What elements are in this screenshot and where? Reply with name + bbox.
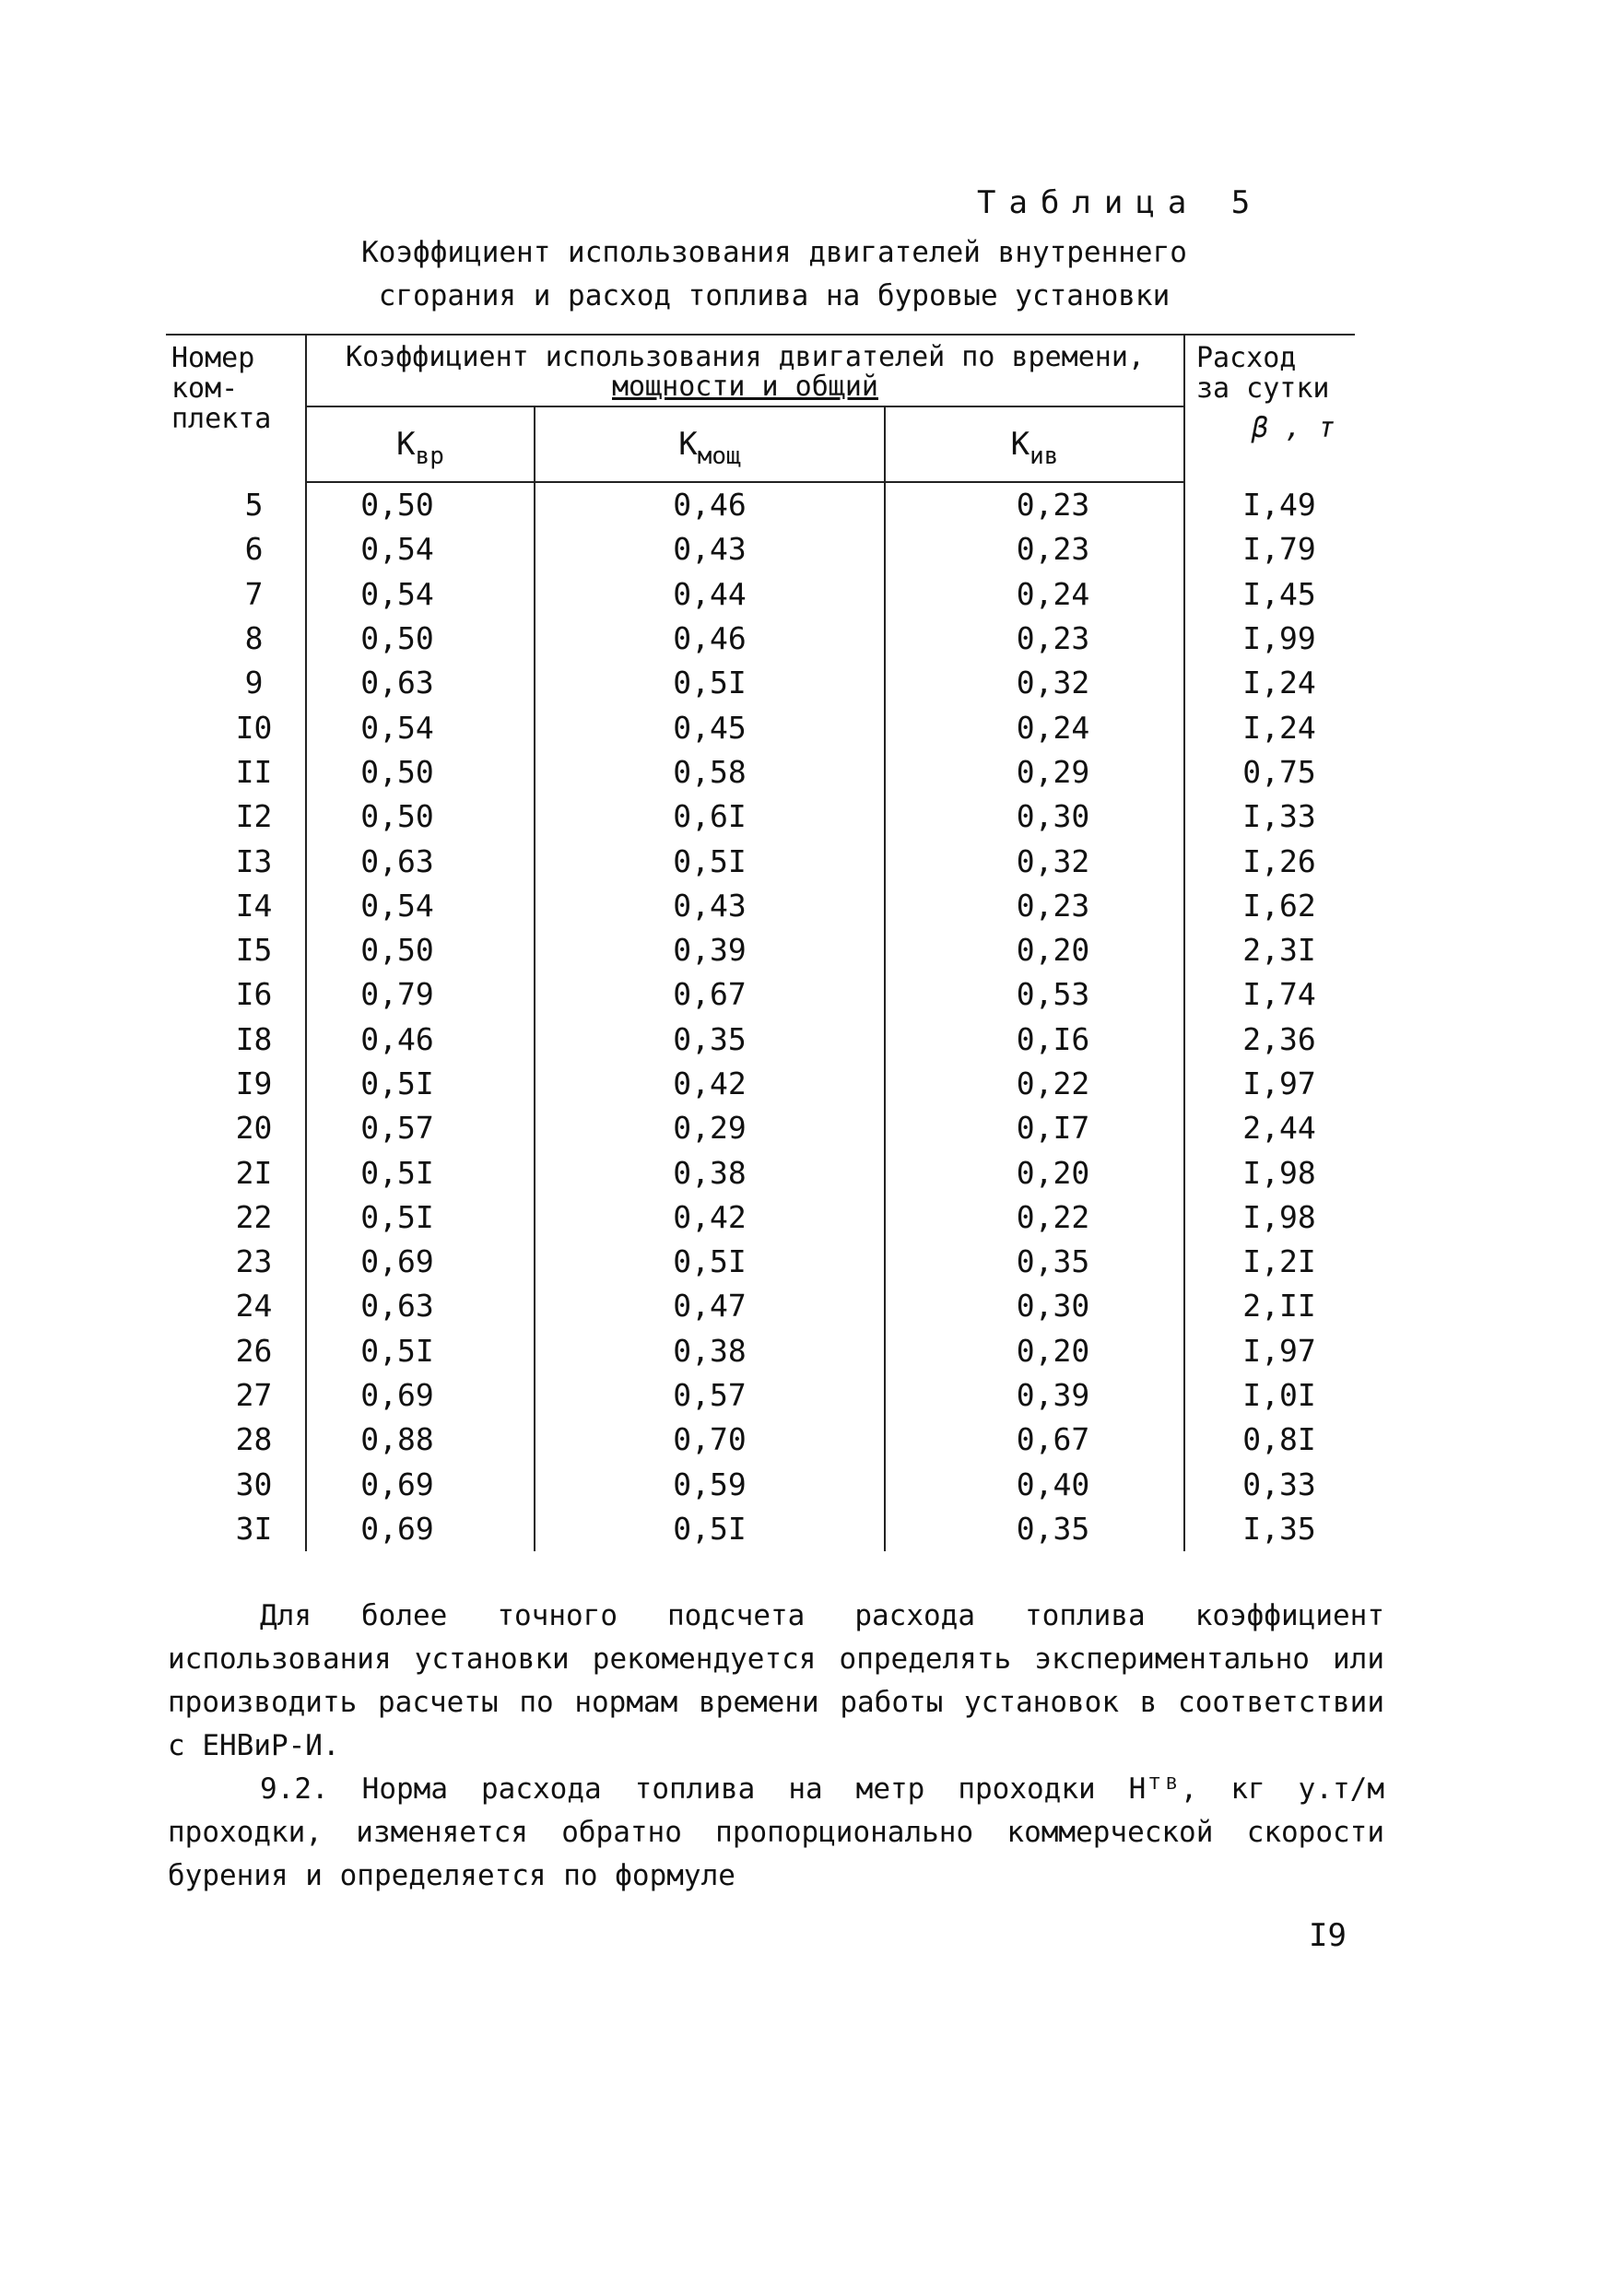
k-iv-cell: 0,20 [885, 1150, 1184, 1195]
table-row [166, 482, 1355, 527]
k-vr-cell: 0,69 [306, 1240, 535, 1284]
daily-consumption-cell: 2,44 [1184, 1106, 1355, 1150]
daily-consumption-cell: 2,3I [1184, 928, 1355, 972]
table-row [166, 972, 1355, 1017]
table-row [166, 1018, 1355, 1062]
set-number-cell: I2 [235, 798, 273, 835]
k-mosch-cell: 0,70 [535, 1418, 885, 1462]
table-row [166, 705, 1355, 749]
table-row [166, 1106, 1355, 1150]
daily-consumption-cell: I,33 [1184, 795, 1355, 839]
table-row [166, 1507, 1355, 1551]
header-k-mosch: $К_{мощ}$ [535, 406, 885, 482]
set-number-cell: 24 [235, 1288, 273, 1325]
k-mosch-cell: 0,29 [535, 1106, 885, 1150]
table-title-line-1: Коэффициент использования двигателей внутреннего [361, 236, 1187, 269]
k-iv-cell: 0,22 [885, 1195, 1184, 1240]
set-number-cell: 8 [244, 620, 264, 657]
k-vr-cell: 0,5I [306, 1062, 535, 1106]
k-iv-cell: 0,23 [885, 527, 1184, 571]
daily-consumption-cell: I,99 [1184, 617, 1355, 661]
k-mosch-cell: 0,46 [535, 482, 885, 527]
daily-consumption-cell: 2,II [1184, 1284, 1355, 1328]
table-row [166, 1195, 1355, 1240]
daily-consumption-cell: I,35 [1184, 1507, 1355, 1551]
table-title-line-2: сгорания и расход топлива на буровые установки [378, 279, 1171, 312]
header-coefficient-group [306, 335, 1184, 406]
daily-consumption-cell: I,26 [1184, 839, 1355, 883]
set-number-cell: 30 [235, 1466, 273, 1502]
k-mosch-cell: 0,5I [535, 839, 885, 883]
k-vr-cell: 0,63 [306, 839, 535, 883]
set-number-cell: I9 [235, 1066, 273, 1101]
table-row [166, 839, 1355, 883]
daily-consumption-cell: 0,8I [1184, 1418, 1355, 1462]
k-vr-cell: 0,50 [306, 482, 535, 527]
table-row [166, 750, 1355, 795]
k-vr-cell: 0,54 [306, 527, 535, 571]
k-vr-cell: 0,69 [306, 1463, 535, 1507]
header-coefficient-line-2: мощности и общий [612, 371, 878, 403]
k-mosch-cell: 0,58 [535, 750, 885, 795]
table-row [166, 527, 1355, 571]
set-number-cell: 26 [235, 1332, 273, 1369]
table-row [166, 795, 1355, 839]
set-number-cell: 7 [244, 575, 264, 612]
k-iv-cell: 0,32 [885, 839, 1184, 883]
set-number-cell: I3 [235, 842, 273, 879]
k-iv-cell: 0,20 [885, 928, 1184, 972]
table-row [166, 1062, 1355, 1106]
k-vr-cell: 0,69 [306, 1373, 535, 1418]
daily-consumption-cell: I,62 [1184, 884, 1355, 928]
header-consumption-line-2: за сутки [1196, 372, 1330, 405]
header-set-number: Номер ком- плекта [166, 335, 306, 482]
k-mosch-cell: 0,59 [535, 1463, 885, 1507]
k-vr-cell: 0,63 [306, 661, 535, 705]
table-row [166, 1418, 1355, 1462]
daily-consumption-cell: I,24 [1184, 705, 1355, 749]
k-iv-cell: 0,35 [885, 1507, 1184, 1551]
k-vr-cell: 0,79 [306, 972, 535, 1017]
set-number-cell: I4 [235, 887, 273, 924]
k-vr-cell: 0,50 [306, 750, 535, 795]
k-vr-cell: 0,54 [306, 572, 535, 617]
k-iv-cell: 0,32 [885, 661, 1184, 705]
table-row [166, 928, 1355, 972]
k-mosch-cell: 0,39 [535, 928, 885, 972]
set-number-cell: I6 [235, 976, 273, 1013]
k-vr-cell: 0,46 [306, 1018, 535, 1062]
k-mosch-cell: 0,45 [535, 705, 885, 749]
set-number-cell: I8 [235, 1020, 273, 1057]
page-number: I9 [1309, 1917, 1347, 1954]
k-mosch-cell: 0,47 [535, 1284, 885, 1328]
k-iv-cell: 0,I7 [885, 1106, 1184, 1150]
daily-consumption-cell: I,24 [1184, 661, 1355, 705]
k-mosch-cell: 0,35 [535, 1018, 885, 1062]
k-mosch-cell: 0,42 [535, 1195, 885, 1240]
k-mosch-cell: 0,5I [535, 661, 885, 705]
paragraph-9-2-norm: 9.2. Норма расхода топлива на метр проходки Нᵀᴮ, кг у.т/м проходки, изменяется обратно пропорционально коммерческой скорости бурения и определяется по формуле [168, 1772, 1384, 1892]
set-number-cell: 20 [235, 1110, 273, 1147]
k-vr-cell: 0,54 [306, 705, 535, 749]
k-mosch-cell: 0,5I [535, 1507, 885, 1551]
daily-consumption-cell: I,97 [1184, 1329, 1355, 1373]
header-consumption-line-1: Расход [1196, 342, 1297, 374]
table-row [166, 1373, 1355, 1418]
k-iv-cell: 0,22 [885, 1062, 1184, 1106]
header-k-iv: $К_{ив}$ [885, 406, 1184, 482]
daily-consumption-cell: I,0I [1184, 1373, 1355, 1418]
set-number-cell: 9 [244, 665, 264, 701]
table-row [166, 1240, 1355, 1284]
k-iv-cell: 0,23 [885, 617, 1184, 661]
k-mosch-cell: 0,42 [535, 1062, 885, 1106]
k-iv-cell: 0,40 [885, 1463, 1184, 1507]
k-iv-cell: 0,35 [885, 1240, 1184, 1284]
paragraph-fuel-calculation-note: Для более точного подсчета расхода топлива коэффициент использования установки рекомендуется определять экспериментально или производить расчеты по нормам времени работы установок в соответствии с ЕНВиР-И. [168, 1599, 1384, 1762]
k-vr-cell: 0,5I [306, 1150, 535, 1195]
k-mosch-cell: 0,38 [535, 1329, 885, 1373]
daily-consumption-cell: 0,33 [1184, 1463, 1355, 1507]
k-mosch-cell: 0,38 [535, 1150, 885, 1195]
k-iv-cell: 0,24 [885, 572, 1184, 617]
set-number-cell: 3I [235, 1510, 273, 1547]
k-mosch-cell: 0,43 [535, 884, 885, 928]
table-row [166, 661, 1355, 705]
k-iv-cell: 0,24 [885, 705, 1184, 749]
k-iv-cell: 0,67 [885, 1418, 1184, 1462]
k-iv-cell: 0,23 [885, 482, 1184, 527]
header-k-vr: $К_{вр}$ [306, 406, 535, 482]
k-vr-cell: 0,50 [306, 617, 535, 661]
daily-consumption-cell: I,97 [1184, 1062, 1355, 1106]
daily-consumption-cell: I,2I [1184, 1240, 1355, 1284]
k-iv-cell: 0,39 [885, 1373, 1184, 1418]
k-mosch-cell: 0,43 [535, 527, 885, 571]
k-mosch-cell: 0,57 [535, 1373, 885, 1418]
table-row [166, 1284, 1355, 1328]
k-iv-cell: 0,30 [885, 1284, 1184, 1328]
table-row [166, 1329, 1355, 1373]
daily-consumption-cell: 2,36 [1184, 1018, 1355, 1062]
table-row [166, 572, 1355, 617]
daily-consumption-cell: 0,75 [1184, 750, 1355, 795]
set-number-cell: 6 [244, 531, 264, 568]
header-daily-consumption [1184, 335, 1355, 482]
set-number-cell: I0 [235, 709, 273, 746]
k-vr-cell: 0,50 [306, 928, 535, 972]
table-row [166, 1463, 1355, 1507]
k-vr-cell: 0,69 [306, 1507, 535, 1551]
k-vr-cell: 0,88 [306, 1418, 535, 1462]
k-iv-cell: 0,20 [885, 1329, 1184, 1373]
k-iv-cell: 0,23 [885, 884, 1184, 928]
header-coefficient-line-1: Коэффициент использования двигателей по времени, [346, 341, 1145, 373]
k-mosch-cell: 0,46 [535, 617, 885, 661]
k-vr-cell: 0,50 [306, 795, 535, 839]
daily-consumption-cell: I,98 [1184, 1150, 1355, 1195]
k-mosch-cell: 0,67 [535, 972, 885, 1017]
k-vr-cell: 0,63 [306, 1284, 535, 1328]
daily-consumption-cell: I,45 [1184, 572, 1355, 617]
k-vr-cell: 0,5I [306, 1195, 535, 1240]
set-number-cell: 5 [244, 486, 264, 523]
set-number-cell: 2I [235, 1154, 273, 1191]
daily-consumption-cell: I,79 [1184, 527, 1355, 571]
table-row [166, 1150, 1355, 1195]
engine-coefficient-table [166, 334, 1355, 1551]
k-iv-cell: 0,30 [885, 795, 1184, 839]
k-vr-cell: 0,57 [306, 1106, 535, 1150]
table-row [166, 884, 1355, 928]
k-iv-cell: 0,53 [885, 972, 1184, 1017]
header-consumption-symbol: β , т [1252, 412, 1335, 444]
set-number-cell: 28 [235, 1421, 273, 1458]
set-number-cell: II [235, 753, 273, 790]
table-caption-label: Таблица 5 [977, 184, 1264, 221]
daily-consumption-cell: I,74 [1184, 972, 1355, 1017]
k-vr-cell: 0,54 [306, 884, 535, 928]
table-body [166, 482, 1355, 1551]
k-mosch-cell: 0,6I [535, 795, 885, 839]
k-vr-cell: 0,5I [306, 1329, 535, 1373]
daily-consumption-cell: I,49 [1184, 482, 1355, 527]
k-iv-cell: 0,I6 [885, 1018, 1184, 1062]
k-iv-cell: 0,29 [885, 750, 1184, 795]
k-mosch-cell: 0,5I [535, 1240, 885, 1284]
set-number-cell: 27 [235, 1377, 273, 1414]
set-number-cell: 22 [235, 1198, 273, 1235]
table-row [166, 617, 1355, 661]
k-mosch-cell: 0,44 [535, 572, 885, 617]
set-number-cell: 23 [235, 1243, 273, 1280]
daily-consumption-cell: I,98 [1184, 1195, 1355, 1240]
set-number-cell: I5 [235, 932, 273, 969]
